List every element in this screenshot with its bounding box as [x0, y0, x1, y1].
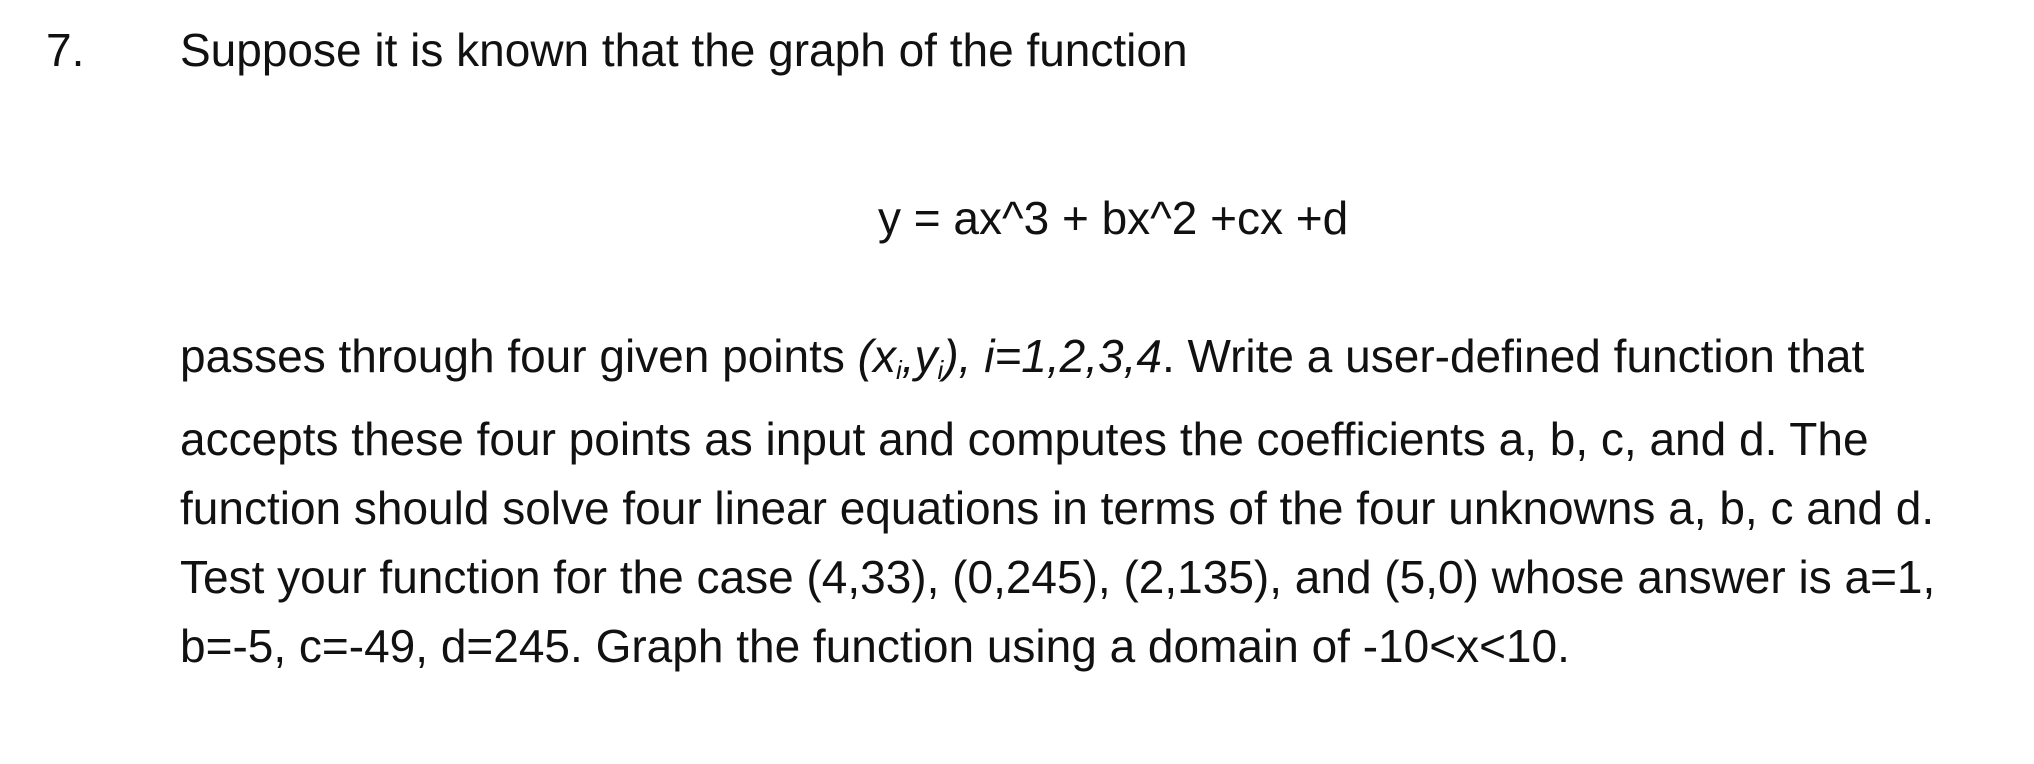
body-line-4: Test your function for the case (4,33), (0,245), (2,135), and (5,0) whose answer is a=1, [180, 551, 1936, 603]
subscript-i-y: i [937, 355, 944, 385]
body-line-3: function should solve four linear equations in terms of the four unknowns a, b, c and d. [180, 482, 1935, 534]
points-close: ), i=1,2,3,4 [943, 330, 1162, 382]
points-comma: ,y [901, 330, 938, 382]
question-intro: Suppose it is known that the graph of the function [180, 24, 1188, 76]
body-line-1 [180, 322, 2020, 405]
line1-text-pre: passes through four given points [180, 330, 858, 382]
points-open: (x [857, 330, 896, 382]
subscript-i-x: i [895, 355, 902, 385]
body-line-2: accepts these four points as input and computes the coefficients a, b, c, and d. The [180, 413, 1869, 465]
question-body [180, 322, 2020, 681]
cubic-equation: y = ax^3 + bx^2 +cx +d [878, 192, 1349, 244]
points-notation [857, 330, 1162, 385]
line1-text-post: . Write a user-defined function that [1161, 330, 1865, 382]
body-line-5: b=-5, c=-49, d=245. Graph the function using a domain of -10<x<10. [180, 620, 1570, 672]
question-number: 7. [46, 24, 85, 76]
